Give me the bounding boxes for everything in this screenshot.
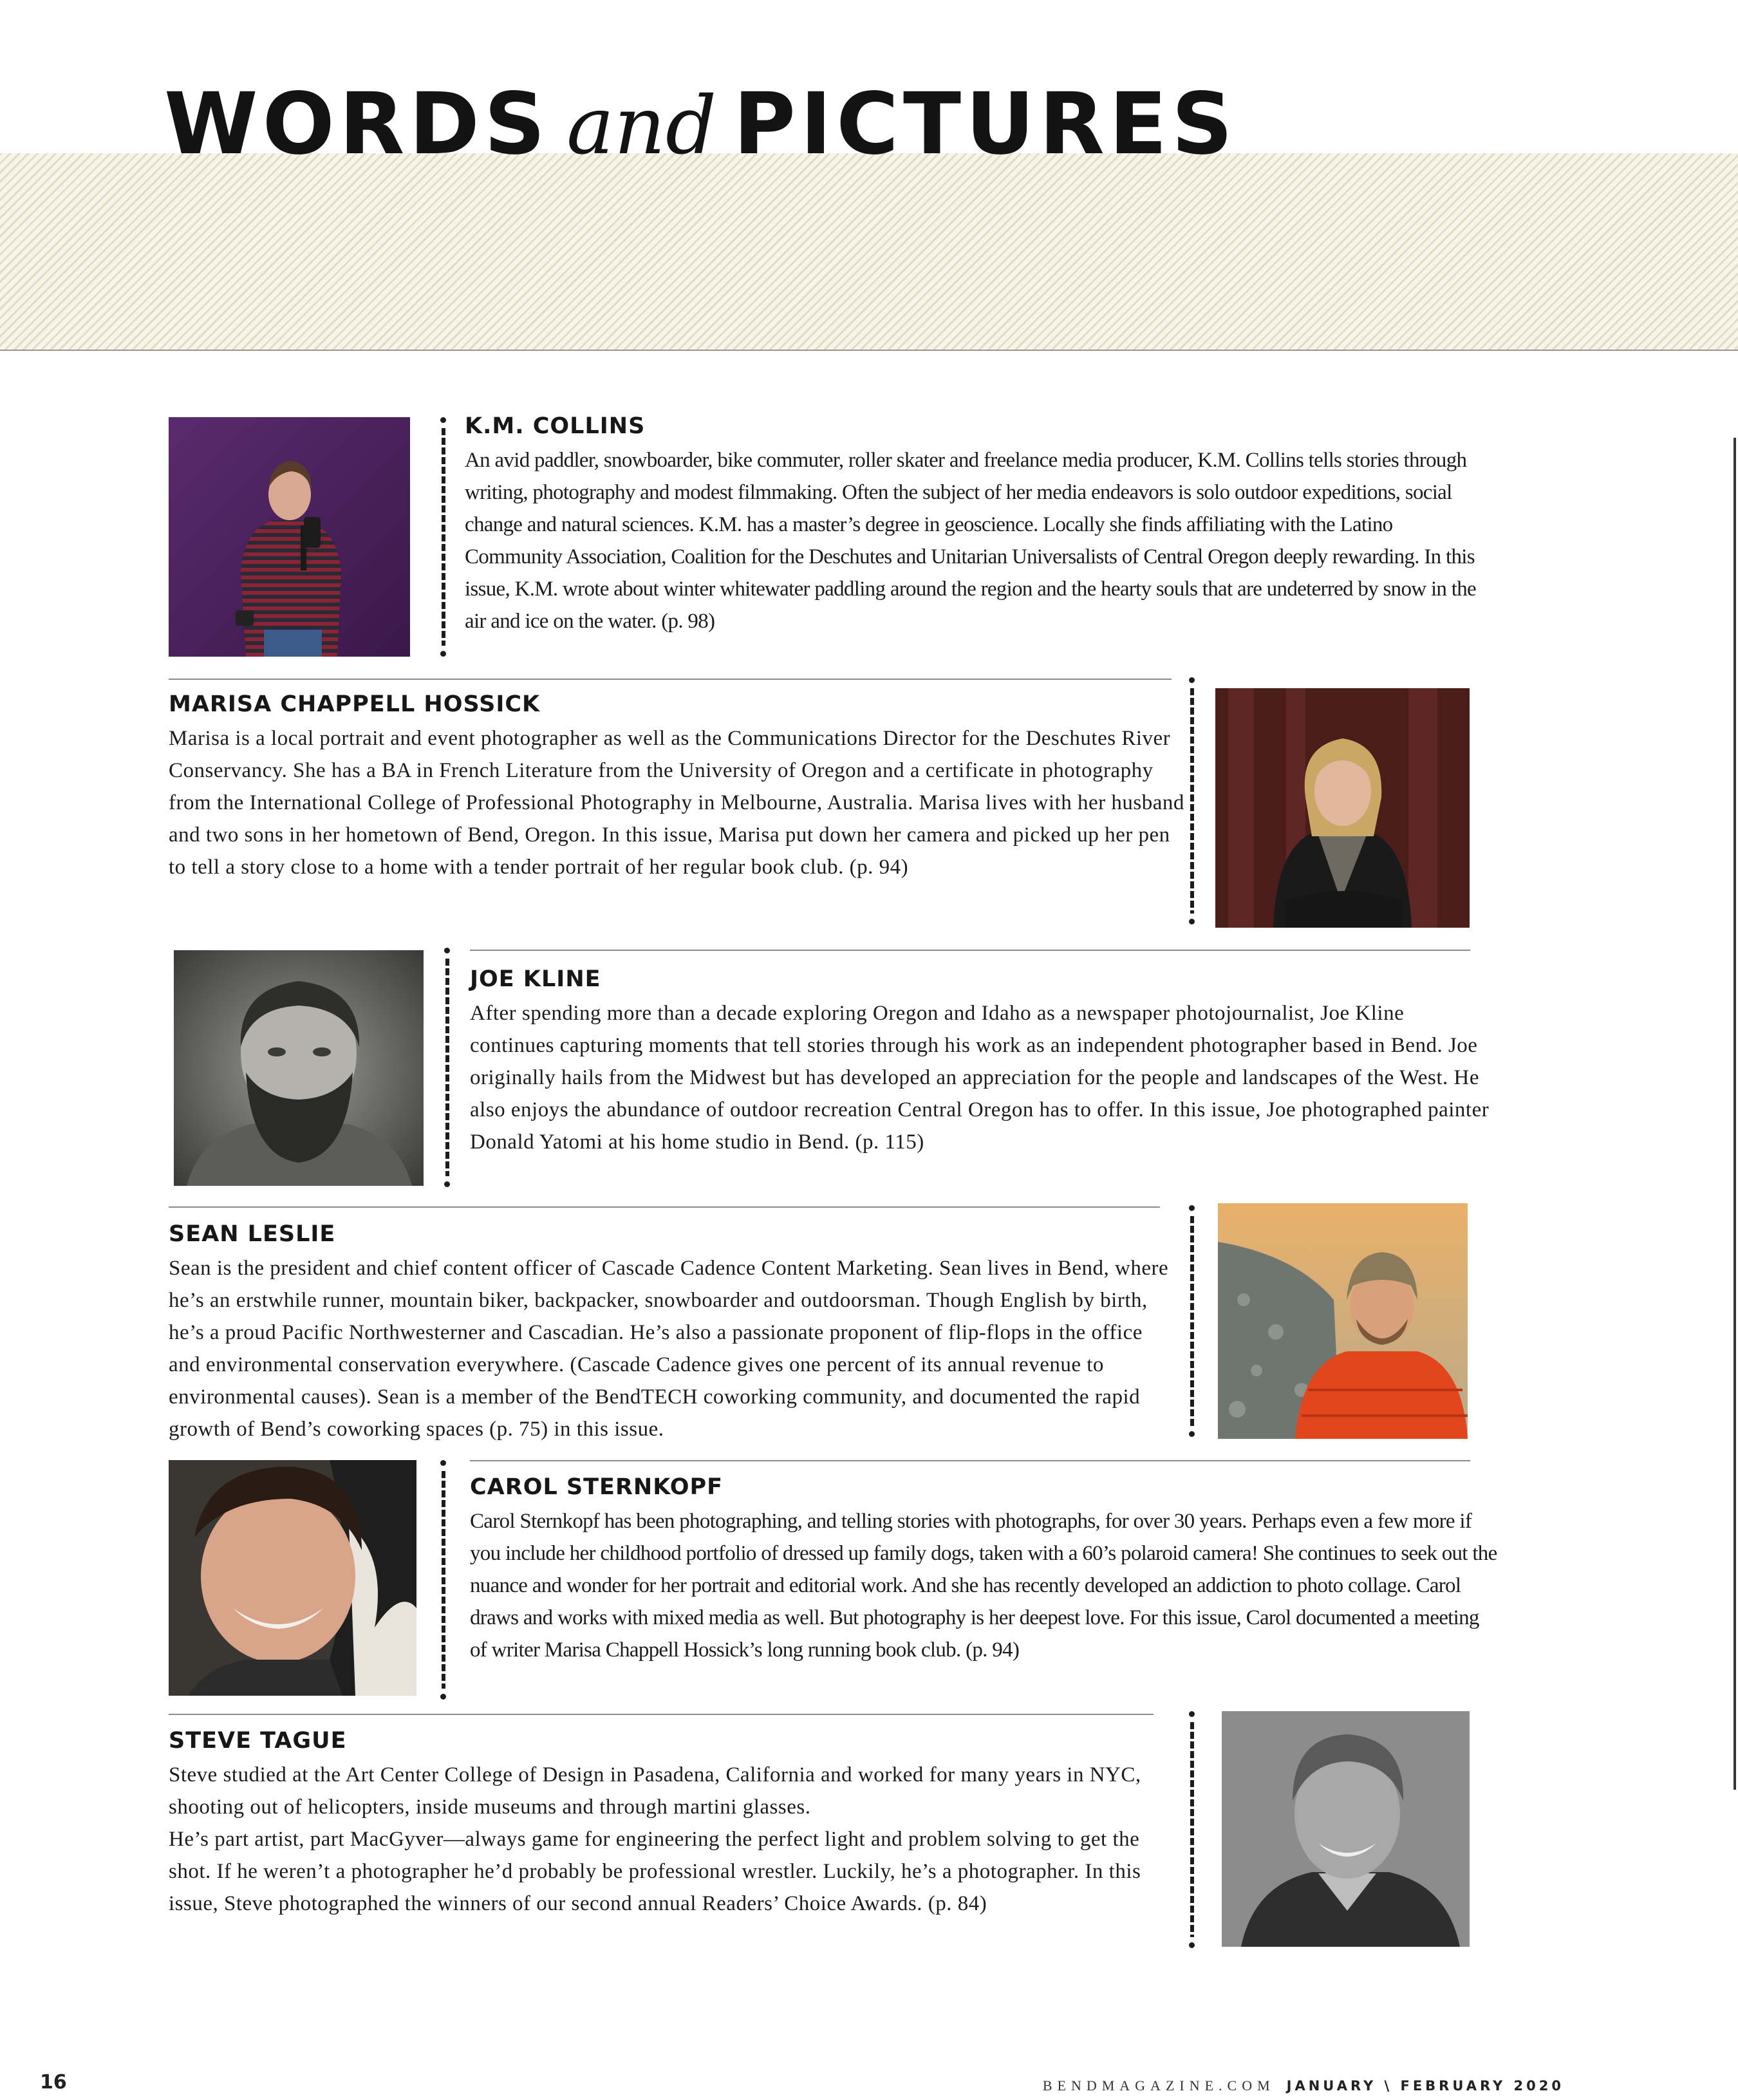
footer-issue-date: JANUARY \ FEBRUARY 2020	[1286, 2078, 1564, 2094]
header-pattern-band	[0, 153, 1738, 350]
contributor-name: MARISA CHAPPELL HOSSICK	[169, 691, 541, 717]
divider-vertical-6	[1189, 1711, 1195, 1948]
contributor-sean-leslie	[169, 1219, 1179, 1445]
divider-horizontal-1	[169, 679, 1172, 680]
divider-vertical-4	[1189, 1205, 1195, 1437]
footer-site: BENDMAGAZINE.COM	[1042, 2077, 1275, 2094]
portrait-carol-sternkopf	[169, 1460, 416, 1696]
contributor-name: K.M. COLLINS	[465, 413, 646, 439]
contributor-bio: Carol Sternkopf has been photographing, and telling stories with photographs, for over 30 years. Perhaps even a few more if you include her childhood portfolio of dressed up family dogs, taken with a 60’s polaroid camera! She continues to seek out the nuance and wonder for her portrait and editorial work. And she has recently developed an addiction to photo collage. Carol draws and works with mixed media as well. But photography is her deepest love. For this issue, Carol documented a meeting of writer Marisa Chappell Hossick’s long running book club. (p. 94)	[470, 1510, 1497, 1662]
contributor-carol-sternkopf	[470, 1472, 1500, 1666]
page-title	[164, 76, 1237, 173]
contributor-bio: An avid paddler, snowboarder, bike commuter, roller skater and freelance media producer, K.M. Collins tells stories through writing, photography and modest filmmaking. Often the subject of her media endeavors is solo outdoor expeditions, social change and natural sciences. K.M. has a master’s degree in geoscience. Locally she finds affiliating with the Latino Community Association, Coalition for the Deschutes and Unitarian Universalists of Central Oregon deeply rewarding. In this issue, K.M. wrote about winter whitewater paddling around the region and the hearty souls that are undeterred by snow in the air and ice on the water. (p. 98)	[465, 449, 1476, 633]
contributor-bio: Marisa is a local portrait and event photographer as well as the Communications Director for the Deschutes River Conservancy. She has a BA in French Literature from the University of Oregon and a certificate in photography from the International College of Professional Photography in Melbourne, Australia. Marisa lives with her husband and two sons in her hometown of Bend, Oregon. In this issue, Marisa put down her camera and picked up her pen to tell a story close to a home with a tender portrait of her regular book club. (p. 94)	[169, 727, 1184, 879]
divider-vertical-3	[444, 948, 450, 1187]
portrait-steve-tague	[1222, 1711, 1470, 1947]
divider-horizontal-2	[470, 950, 1470, 951]
header-rule	[0, 350, 1738, 351]
contributor-name: CAROL STERNKOPF	[470, 1474, 724, 1500]
portrait-sean-leslie	[1218, 1203, 1468, 1439]
divider-vertical-1	[440, 417, 446, 657]
contributor-name: SEAN LESLIE	[169, 1221, 336, 1247]
contributor-name: JOE KLINE	[470, 966, 601, 992]
divider-vertical-2	[1189, 677, 1195, 924]
contributor-joe-kline	[470, 964, 1493, 1158]
divider-horizontal-5	[169, 1714, 1154, 1715]
title-word-pictures: PICTURES	[733, 75, 1238, 174]
contributor-bio-line-2: He’s part artist, part MacGyver—always game for engineering the perfect light and problem solving to get the shot. If he weren’t a photographer he’d probably be professional wrestler. Luckily, he’s a photographer. In this issue, Steve photographed the winners of our second annual Readers’ Choice Awards. (p. 84)	[169, 1828, 1141, 1915]
contributor-km-collins	[465, 411, 1495, 637]
contributor-marisa-chappell-hossick	[169, 689, 1186, 883]
contributor-steve-tague	[169, 1725, 1173, 1920]
portrait-joe-kline	[174, 950, 424, 1186]
divider-vertical-5	[440, 1460, 446, 1700]
portrait-km-collins	[169, 417, 410, 657]
portrait-marisa-chappell-hossick	[1215, 688, 1470, 928]
title-word-words: WORDS	[164, 75, 550, 174]
page-footer	[1043, 2074, 1564, 2099]
contributor-bio-line-1: Steve studied at the Art Center College of Design in Pasadena, California and worked for many years in NYC, shooting out of helicopters, inside museums and through martini glasses.	[169, 1763, 1141, 1819]
divider-horizontal-3	[169, 1206, 1160, 1208]
contributor-name: STEVE TAGUE	[169, 1728, 347, 1754]
page-edge-mark	[1733, 438, 1736, 1790]
contributor-bio: Sean is the president and chief content officer of Cascade Cadence Content Marketing. Sean lives in Bend, where he’s an erstwhile runner, mountain biker, backpacker, snowboarder and outdoorsman. Though English by birth, he’s a proud Pacific Northwesterner and Cascadian. He’s also a passionate proponent of flip-flops in the office and environmental conservation everywhere. (Cascade Cadence gives one percent of its annual revenue to environmental causes). Sean is a member of the BendTECH coworking community, and documented the rapid growth of Bend’s coworking spaces (p. 75) in this issue.	[169, 1257, 1169, 1441]
title-connector: and	[566, 80, 717, 173]
page-number: 16	[40, 2071, 67, 2094]
contributor-bio: After spending more than a decade exploring Oregon and Idaho as a newspaper photojournalist, Joe Kline continues capturing moments that tell stories through his work as an independent photographer based in Bend. Joe originally hails from the Midwest but has developed an appreciation for the people and landscapes of the West. He also enjoys the abundance of outdoor recreation Central Oregon has to offer. In this issue, Joe photographed painter Donald Yatomi at his home studio in Bend. (p. 115)	[470, 1002, 1490, 1154]
divider-horizontal-4	[470, 1460, 1470, 1461]
